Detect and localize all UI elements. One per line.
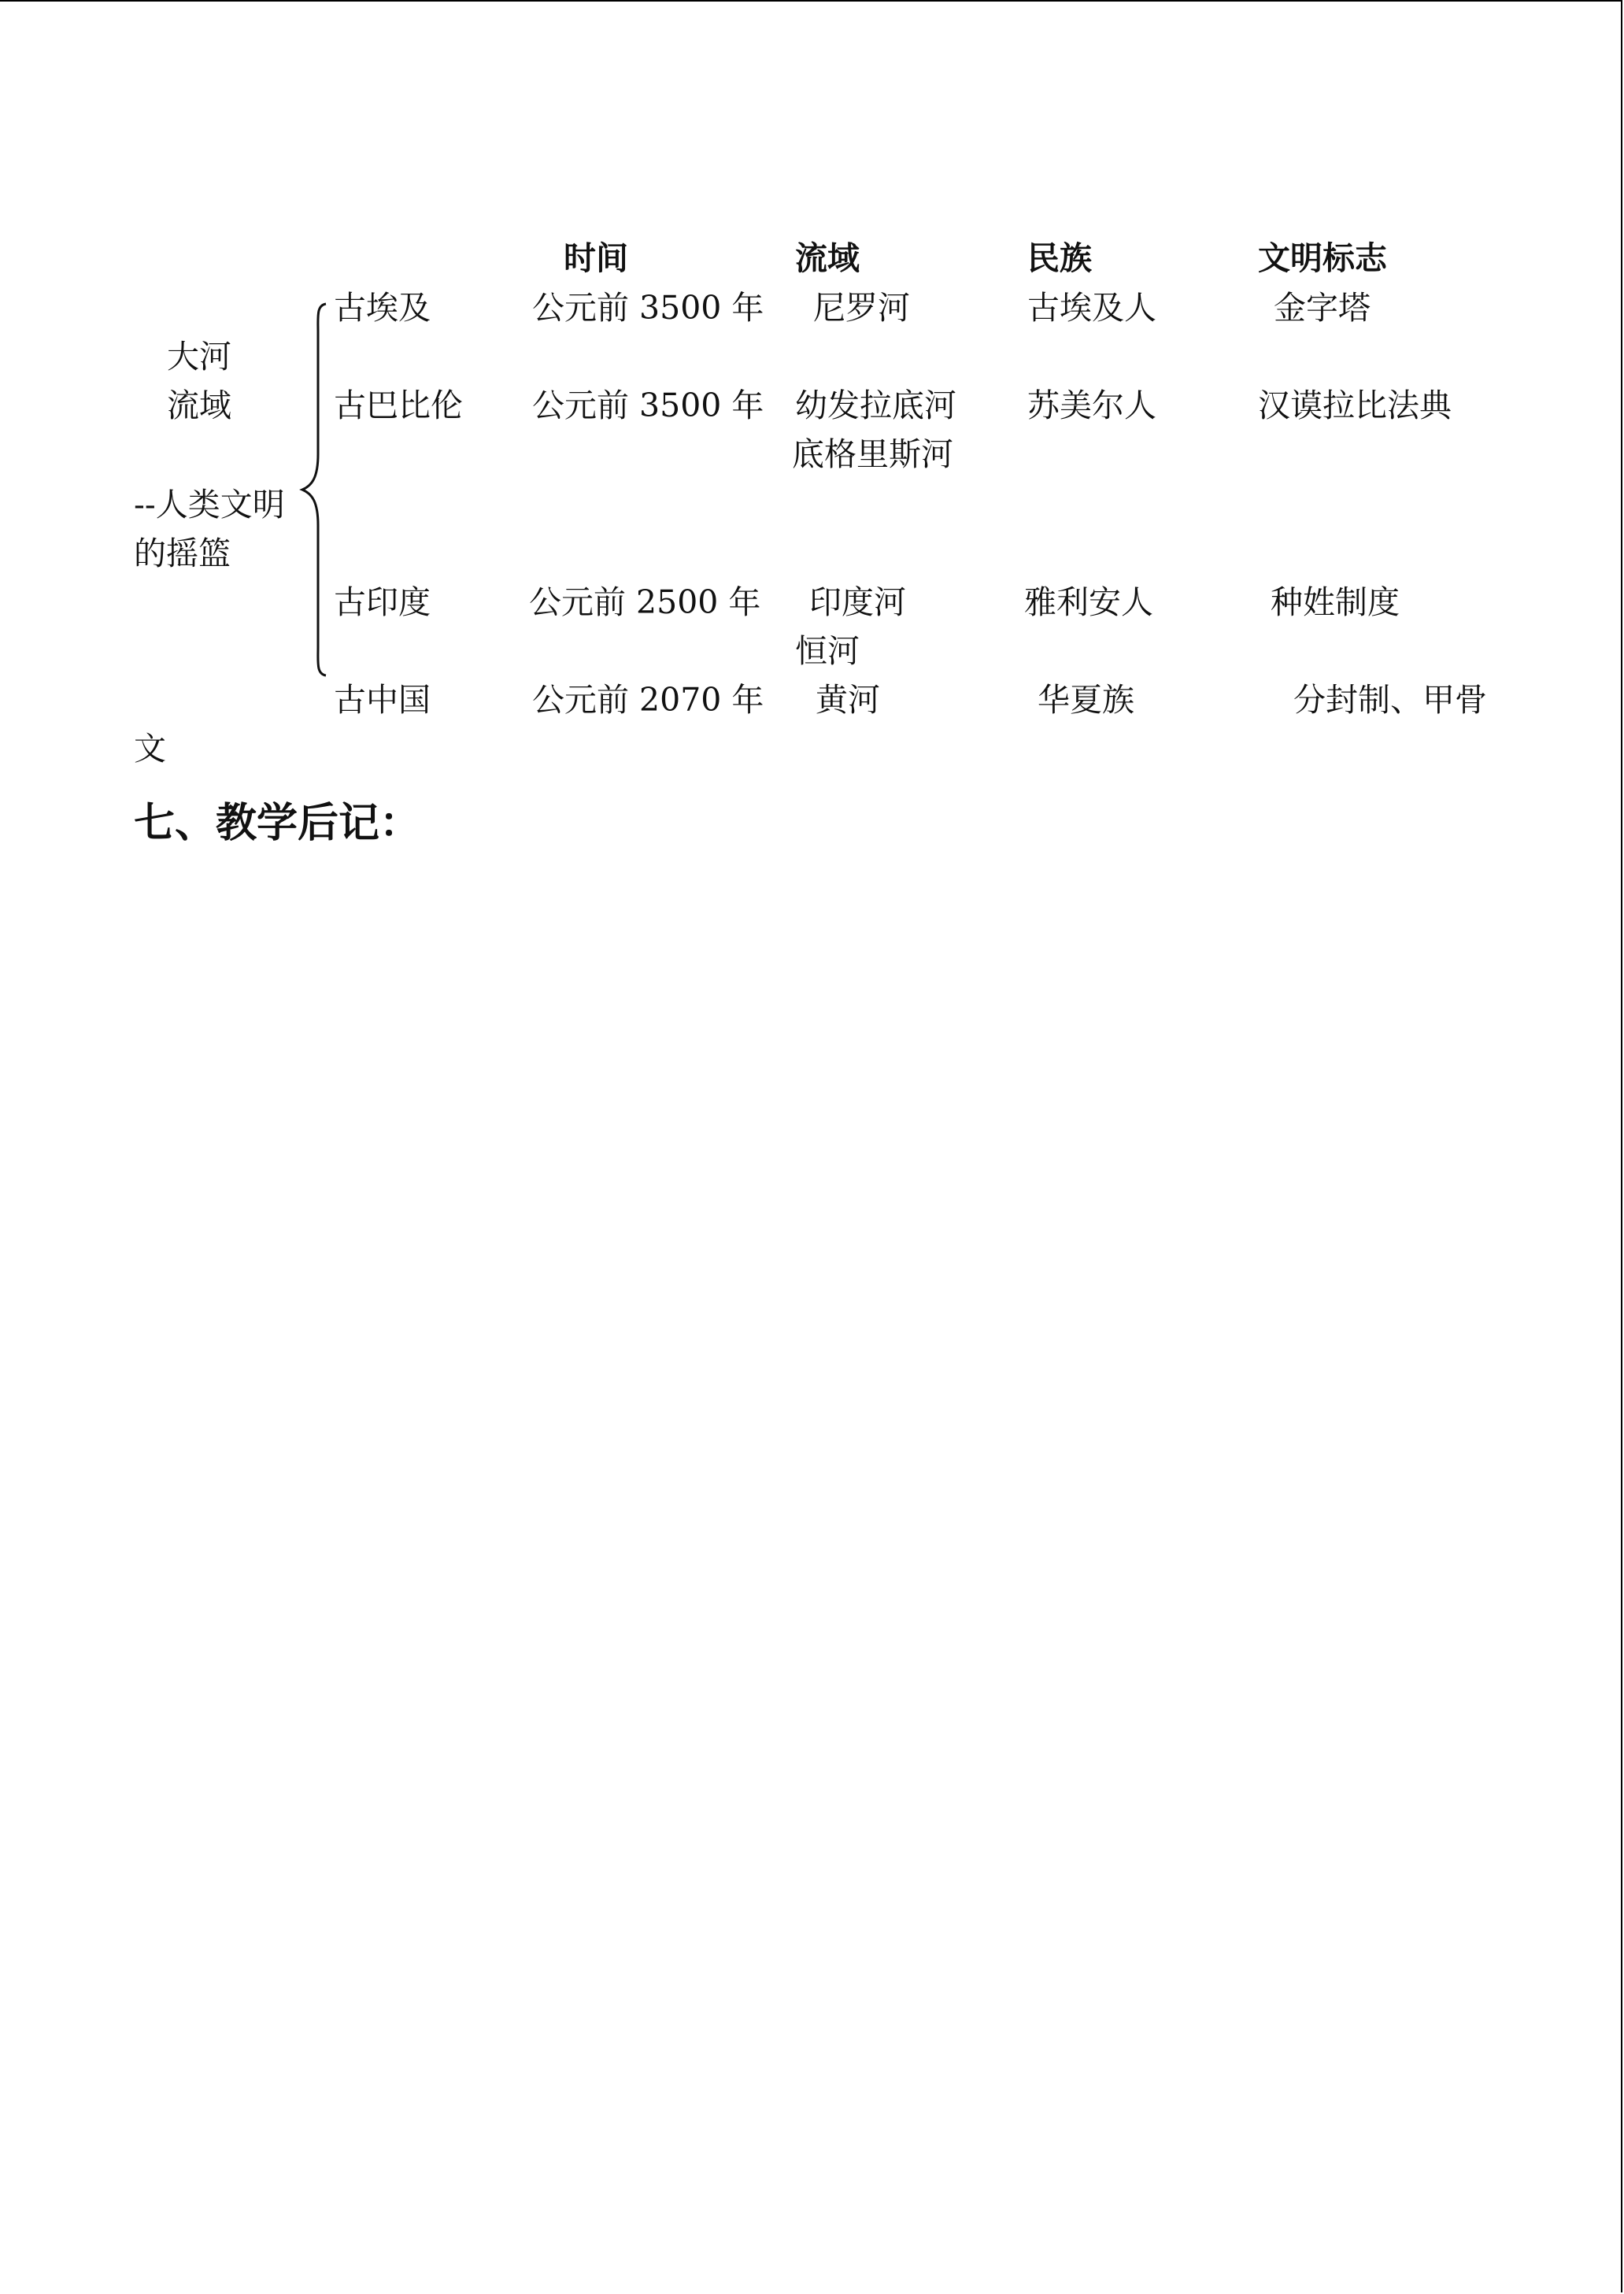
row-time: 公元前 2500 年 (529, 583, 761, 621)
left-label-line2: 流域 (167, 387, 231, 424)
header-time: 时间 (564, 239, 628, 277)
row-marker: 种姓制度 (1271, 583, 1400, 621)
row-people: 华夏族 (1038, 681, 1134, 719)
row-marker: 金字塔 (1274, 289, 1371, 327)
left-label-line4: 的摇篮 (134, 535, 231, 572)
row-civ: 古埃及 (334, 289, 431, 327)
row-basin: 幼发拉底河 (795, 387, 956, 424)
row-marker: 分封制、甲骨 (1293, 681, 1487, 719)
row-marker: 汉谟拉比法典 (1258, 387, 1452, 424)
header-marker: 文明标志 (1258, 239, 1387, 277)
row-basin: 印度河 (809, 583, 906, 621)
curly-brace-icon (298, 301, 329, 679)
row-basin-2: 底格里斯河 (792, 435, 953, 473)
row-people: 雅利安人 (1024, 583, 1153, 621)
row-people: 古埃及人 (1027, 289, 1156, 327)
row-time: 公元前 3500 年 (532, 387, 764, 424)
row-civ: 古巴比伦 (334, 387, 463, 424)
row-civ: 古中国 (334, 681, 431, 719)
row-basin: 尼罗河 (813, 289, 910, 327)
row-basin: 黄河 (816, 681, 880, 719)
header-basin: 流域 (795, 239, 860, 277)
row-time: 公元前 2070 年 (532, 681, 764, 719)
section-heading: 七、教学后记： (134, 799, 421, 847)
row-people: 苏美尔人 (1027, 387, 1156, 424)
header-people: 民族 (1027, 239, 1092, 277)
left-label-line1: 大河 (167, 338, 231, 376)
row-marker-wrap: 文 (134, 730, 166, 768)
row-civ: 古印度 (334, 583, 431, 621)
left-label-line3: --人类文明 (134, 486, 285, 524)
row-time: 公元前 3500 年 (532, 289, 764, 327)
row-basin-2: 恒河 (795, 632, 860, 670)
